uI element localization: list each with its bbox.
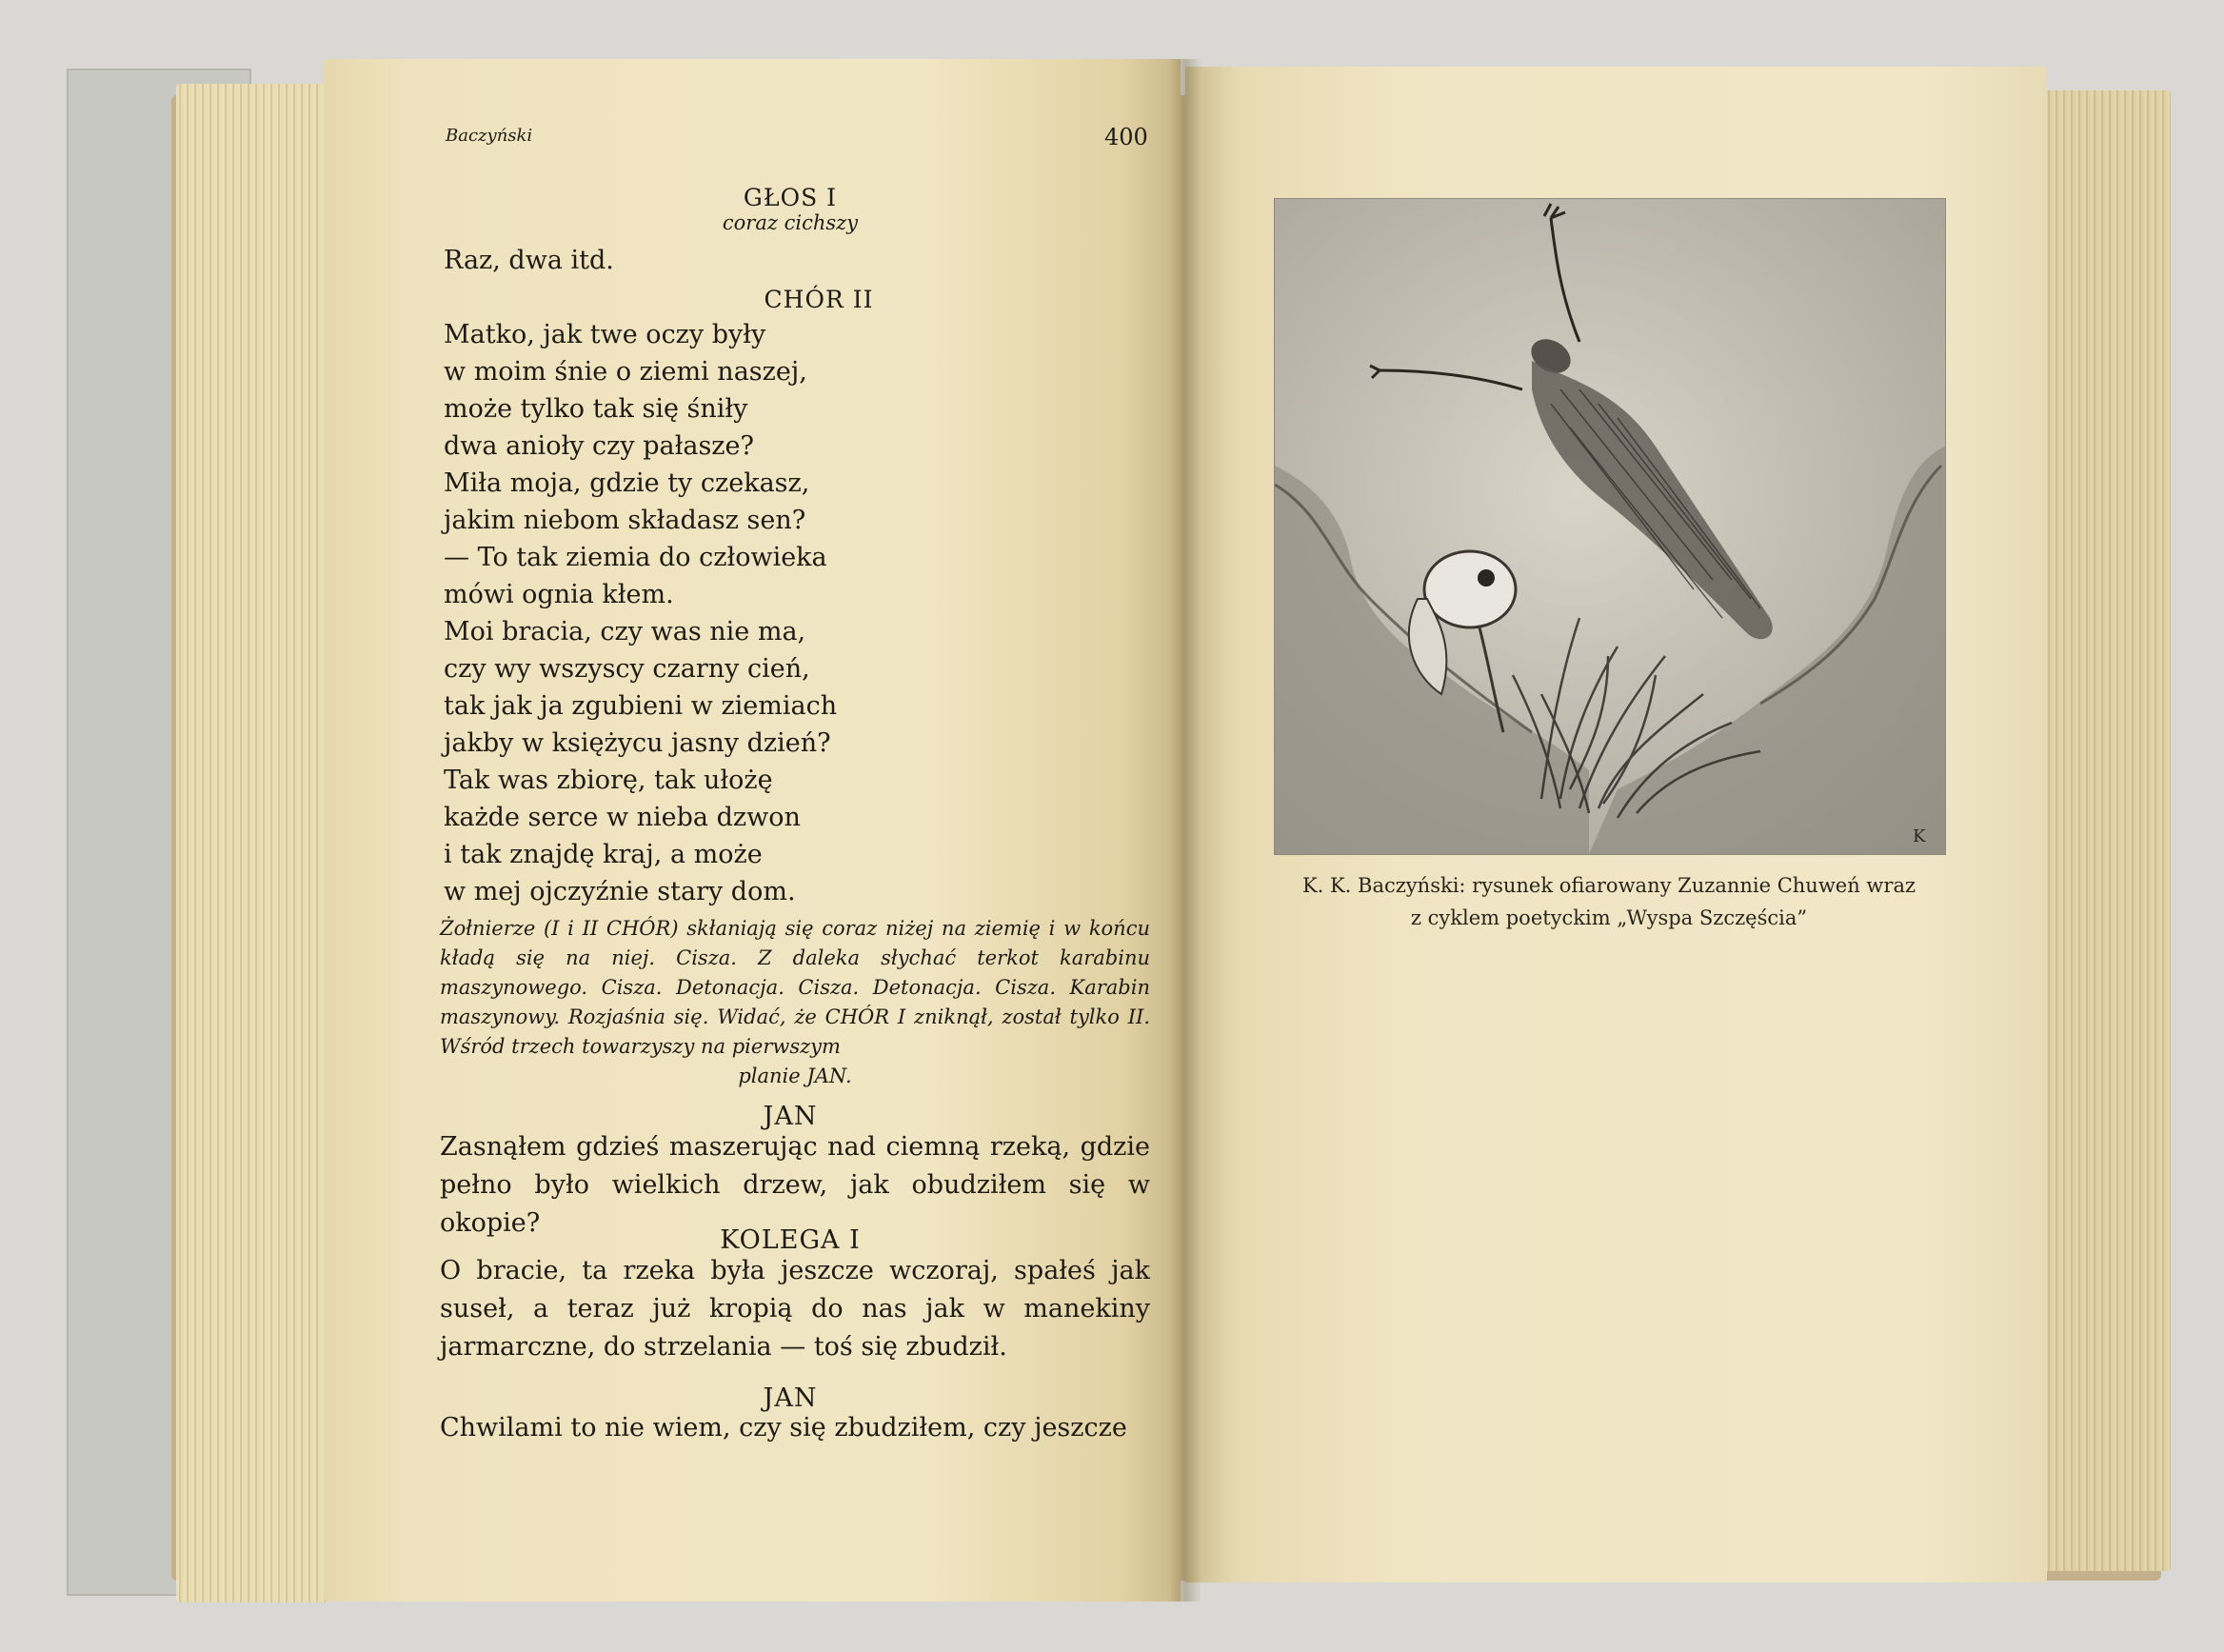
stage-direction-glos: coraz cichszy: [722, 211, 859, 234]
verse-line: w moim śnie o ziemi naszej,: [444, 357, 807, 387]
verse-line: — To tak ziemia do człowieka: [444, 543, 827, 572]
verse-line: czy wy wszyscy czarny cień,: [444, 654, 810, 684]
left-page-stack: [176, 84, 328, 1602]
line-raz-dwa: Raz, dwa itd.: [444, 246, 614, 275]
page-number: 400: [1104, 124, 1148, 150]
verse-line: jakby w księżycu jasny dzień?: [444, 728, 831, 758]
illustration: [1274, 198, 1946, 855]
verse-line: Tak was zbiorę, tak ułożę: [444, 766, 773, 795]
verse-line: tak jak ja zgubieni w ziemiach: [444, 691, 838, 721]
stage-direction: [440, 914, 1150, 1091]
verse-line: w mej ojczyźnie stary dom.: [444, 877, 796, 906]
speaker-kolega: KOLEGA I: [720, 1225, 861, 1255]
verse-line: Matko, jak twe oczy były: [444, 320, 766, 349]
illustration-signature: K: [1913, 826, 1926, 846]
prose-kolega: O bracie, ta rzeka była jeszcze wczoraj, spałeś jak suseł, a teraz już kropią do nas jak w manekiny jarmarczne, do strzelania — toś się zbudził.: [440, 1256, 1150, 1362]
speaker-chor: CHÓR II: [764, 286, 874, 313]
prose-jan: Chwilami to nie wiem, czy się zbudziłem, czy jeszcze: [440, 1413, 1127, 1443]
stage-direction-text: Żołnierze (I i II CHÓR) skłaniają się coraz niżej na ziemię i w końcu kładą się na niej. Cisza. Z daleka słychać terkot karabinu maszynowego. Cisza. Detonacja. Cisza. Detonacja. Cisza. Karabin maszynowy. Rozjaśnia się. Widać, że CHÓR I zniknął, został tylko II. Wśród trzech towarzyszy na pierwszym: [440, 917, 1150, 1058]
drawing-figure-and-fish: [1275, 199, 1945, 854]
verse-line: Moi bracia, czy was nie ma,: [444, 617, 806, 647]
illustration-caption: [1266, 869, 1952, 934]
verse-line: i tak znajdę kraj, a może: [444, 840, 763, 869]
running-head: Baczyński: [446, 126, 533, 146]
book-gutter: [1169, 59, 1201, 1602]
verse-line: może tylko tak się śniły: [444, 394, 748, 424]
verse-line: Miła moja, gdzie ty czekasz,: [444, 468, 810, 498]
verse-line: dwa anioły czy pałasze?: [444, 431, 754, 461]
prose-jan: Zasnąłem gdzieś maszerując nad ciemną rzeką, gdzie pełno było wielkich drzew, jak obudziłem się w okopie?: [440, 1132, 1150, 1238]
verse-line: każde serce w nieba dzwon: [444, 803, 801, 832]
speaker-jan: JAN: [763, 1102, 818, 1131]
speaker-jan: JAN: [763, 1383, 818, 1413]
verse-line: jakim niebom składasz sen?: [444, 506, 806, 535]
speaker-glos: GŁOS I: [743, 184, 838, 211]
caption-line: z cyklem poetyckim „Wyspa Szczęścia”: [1410, 906, 1808, 929]
verse-line: mówi ognia kłem.: [444, 580, 674, 609]
stage-direction-end: planie JAN.: [738, 1065, 852, 1087]
caption-line: K. K. Baczyński: rysunek ofiarowany Zuzannie Chuweń wraz: [1301, 874, 1916, 897]
right-page-stack: [2037, 90, 2171, 1571]
